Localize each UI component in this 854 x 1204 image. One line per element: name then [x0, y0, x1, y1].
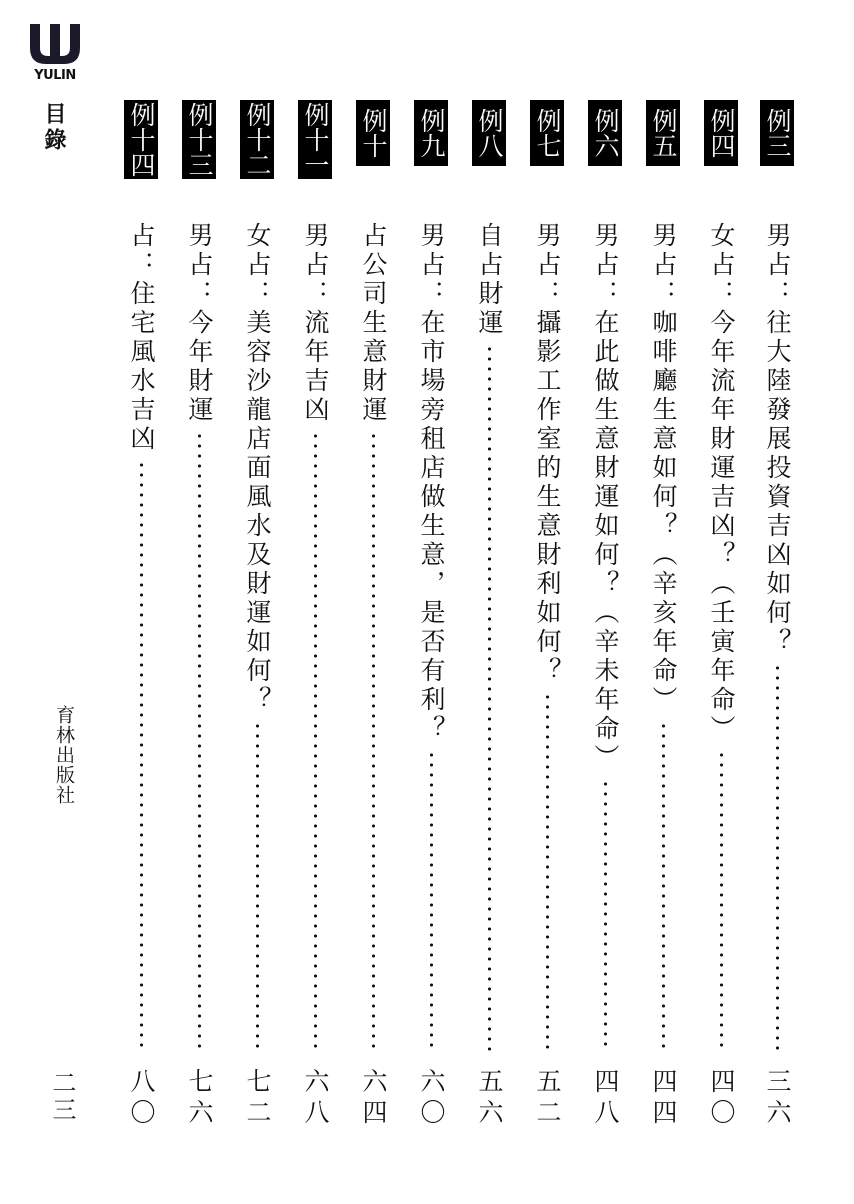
dot-leader	[662, 721, 665, 1052]
entry-title: 女占：今年流年財運吉凶？︵壬寅年命︶	[707, 222, 736, 744]
dot-leader	[198, 431, 201, 1052]
entry-page: 六四	[359, 1068, 388, 1130]
entry-page: 六〇	[417, 1068, 446, 1130]
publisher-name: 育林出版社	[53, 705, 75, 805]
toc-entry[interactable]	[234, 0, 284, 1204]
entry-title: 男占：在此做生意財運如何？︵辛未年命︶	[591, 222, 620, 773]
page-number: 二三	[48, 1070, 76, 1124]
entry-page: 七二	[243, 1068, 272, 1130]
entry-label: 例七	[530, 100, 564, 166]
logo-text: YULIN	[34, 68, 76, 83]
toc-entry[interactable]	[640, 0, 690, 1204]
entry-body	[646, 222, 680, 1052]
entry-title: 男占：流年吉凶	[301, 222, 330, 425]
entry-body	[356, 222, 390, 1052]
dot-leader	[604, 779, 607, 1052]
entry-page: 五二	[533, 1068, 562, 1130]
entry-title: 女占：美容沙龍店面風水及財運如何？	[243, 222, 272, 715]
entry-label: 例十三	[182, 100, 216, 179]
entry-page: 八〇	[127, 1068, 156, 1130]
entry-body	[414, 222, 448, 1052]
toc-entry[interactable]	[466, 0, 516, 1204]
dot-leader	[314, 431, 317, 1052]
toc-entry[interactable]	[408, 0, 458, 1204]
entry-title: 男占：在市場旁租店做生意，是否有利？	[417, 222, 446, 744]
entry-label: 例十	[356, 100, 390, 166]
entry-body	[530, 222, 564, 1052]
dot-leader	[776, 663, 779, 1052]
entry-body	[704, 222, 738, 1052]
entry-label: 例九	[414, 100, 448, 166]
entry-page: 七六	[185, 1068, 214, 1130]
entry-page: 四八	[591, 1068, 620, 1130]
entry-body	[760, 222, 794, 1052]
dot-leader	[430, 750, 433, 1052]
entry-body	[124, 222, 158, 1052]
toc-entry[interactable]	[118, 0, 168, 1204]
entry-body	[182, 222, 216, 1052]
entry-label: 例十一	[298, 100, 332, 179]
entry-title: 占公司生意財運	[359, 222, 388, 425]
publisher-logo	[24, 22, 86, 84]
entry-title: 男占：咖啡廳生意如何？︵辛亥年命︶	[649, 222, 678, 715]
entry-body	[298, 222, 332, 1052]
entry-body	[588, 222, 622, 1052]
dot-leader	[256, 721, 259, 1052]
dot-leader	[488, 344, 491, 1052]
entry-title: 男占：攝影工作室的生意財利如何？	[533, 222, 562, 686]
toc-entry[interactable]	[176, 0, 226, 1204]
entry-label: 例四	[704, 100, 738, 166]
dot-leader	[140, 460, 143, 1052]
toc-entry[interactable]	[524, 0, 574, 1204]
table-of-contents-title: 目錄	[41, 102, 67, 154]
entry-label: 例六	[588, 100, 622, 166]
entry-page: 六八	[301, 1068, 330, 1130]
entry-label: 例三	[760, 100, 794, 166]
entry-page: 三六	[763, 1068, 792, 1130]
entry-title: 占：住宅風水吉凶	[127, 222, 156, 454]
dot-leader	[372, 431, 375, 1052]
entry-title: 自占財運	[475, 222, 504, 338]
dot-leader	[720, 750, 723, 1052]
toc-entry[interactable]	[292, 0, 342, 1204]
toc-entry[interactable]	[698, 0, 748, 1204]
entry-label: 例十二	[240, 100, 274, 179]
entry-title: 男占：往大陸發展投資吉凶如何？	[763, 222, 792, 657]
entry-label: 例十四	[124, 100, 158, 179]
toc-entry[interactable]	[754, 0, 804, 1204]
yulin-logo-icon	[26, 22, 84, 66]
entry-label: 例五	[646, 100, 680, 166]
toc-entry[interactable]	[350, 0, 400, 1204]
entry-page: 五六	[475, 1068, 504, 1130]
entry-title: 男占：今年財運	[185, 222, 214, 425]
entry-label: 例八	[472, 100, 506, 166]
entry-page: 四〇	[707, 1068, 736, 1130]
entry-page: 四四	[649, 1068, 678, 1130]
dot-leader	[546, 692, 549, 1052]
entry-body	[472, 222, 506, 1052]
entry-body	[240, 222, 274, 1052]
toc-entry[interactable]	[582, 0, 632, 1204]
